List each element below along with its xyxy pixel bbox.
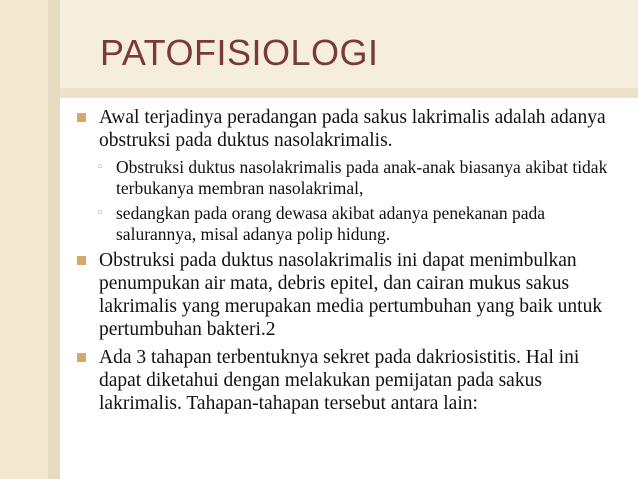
square-bullet-icon xyxy=(77,256,86,265)
bullet-text: Obstruksi pada duktus nasolakrimalis ini dapat menimbulkan penumpukan air mata, debris epitel, dan cairan mukus sakus lakrimalis yang merupakan media pertumbuhan yang baik untuk pertumbuhan bakteri.2 xyxy=(99,250,603,340)
title-band-shade xyxy=(60,88,638,98)
bullet-text: Awal terjadinya peradangan pada sakus lakrimalis adalah adanya obstruksi pada duktus nasolakrimalis. xyxy=(99,107,606,151)
slide-content xyxy=(74,106,624,420)
square-bullet-icon xyxy=(77,353,86,362)
sub-bullet-text: Obstruksi duktus nasolakrimalis pada anak-anak biasanya akibat tidak terbukanya membran nasolakrimal, xyxy=(116,157,608,198)
sub-bullet-item xyxy=(74,203,624,245)
bullet-item xyxy=(74,106,624,152)
square-bullet-icon xyxy=(77,113,86,122)
bullet-text: Ada 3 tahapan terbentuknya sekret pada dakriosistitis. Hal ini dapat diketahui dengan melakukan pemijatan pada sakus lakrimalis. Tahapan-tahapan tersebut antara lain: xyxy=(99,347,580,414)
slide-title: PATOFISIOLOGI xyxy=(100,32,379,73)
sub-bullet-item xyxy=(74,157,624,199)
bullet-item xyxy=(74,249,624,341)
circle-bullet-icon: ◦ xyxy=(96,160,104,175)
sub-bullet-text: sedangkan pada orang dewasa akibat adanya penekanan pada salurannya, misal adanya polip hidung. xyxy=(116,203,546,244)
bullet-item xyxy=(74,346,624,415)
left-bar-shade xyxy=(48,0,60,479)
circle-bullet-icon: ◦ xyxy=(96,206,104,221)
